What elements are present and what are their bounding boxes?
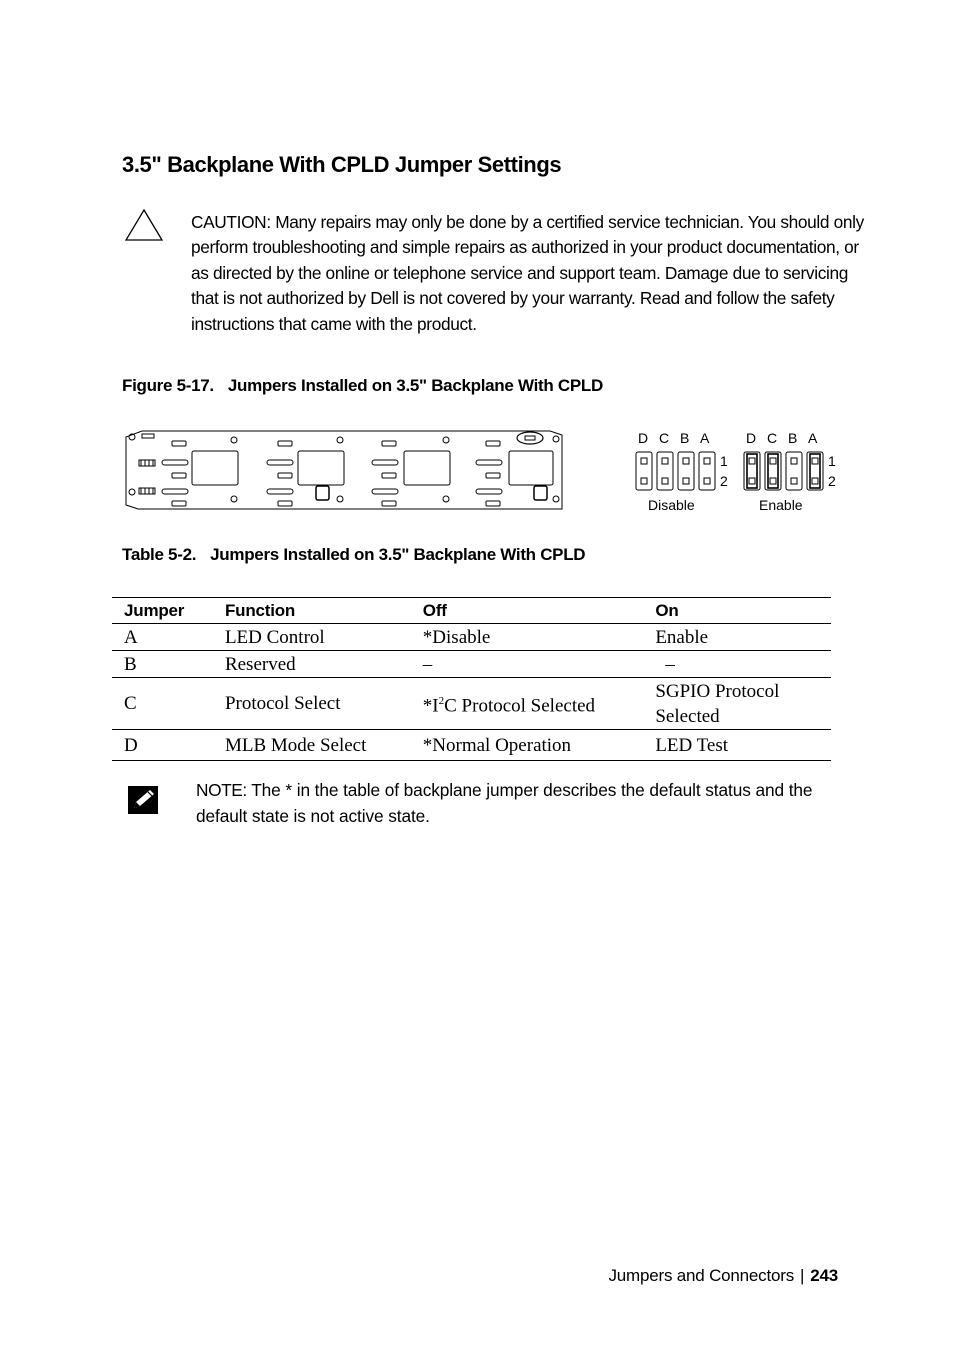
cell-off-suffix: C Protocol Selected <box>444 695 596 717</box>
cell-on: Enable <box>643 624 831 651</box>
header-off: Off <box>411 598 644 624</box>
header-jumper: Jumper <box>112 598 213 624</box>
note-body: The * in the table of backplane jumper describes the default status and the default state is not active state. <box>196 780 813 826</box>
cell-jumper: B <box>112 651 213 678</box>
enable-letter-b: B <box>788 430 798 446</box>
figure-label: Figure 5-17. <box>122 376 214 395</box>
cell-function: Reserved <box>213 651 411 678</box>
header-on: On <box>643 598 831 624</box>
page-footer <box>608 1266 838 1286</box>
figure-caption <box>122 376 603 396</box>
cell-off <box>411 678 644 730</box>
enable-letter-a: A <box>808 430 818 446</box>
cell-on: SGPIO Protocol Selected <box>643 678 831 730</box>
cell-off: – <box>411 651 644 678</box>
disable-pin-2: 2 <box>720 473 728 489</box>
enable-letter-c: C <box>767 430 778 446</box>
cell-on: – <box>643 651 831 678</box>
disable-letter-c: C <box>659 430 670 446</box>
footer-section: Jumpers and Connectors <box>608 1266 795 1285</box>
jumper-settings-diagram <box>628 426 844 518</box>
enable-letter-d: D <box>746 430 757 446</box>
cell-off: *Disable <box>411 624 644 651</box>
table-row <box>112 624 831 651</box>
disable-pin-1: 1 <box>720 453 728 469</box>
note-pencil-icon <box>128 784 158 816</box>
footer-separator: | <box>800 1266 805 1285</box>
enable-label: Enable <box>759 497 803 513</box>
section-title: 3.5" Backplane With CPLD Jumper Settings <box>122 152 562 177</box>
table-row <box>112 651 831 678</box>
disable-letter-d: D <box>638 430 649 446</box>
table-header-row <box>112 598 831 624</box>
table-row <box>112 730 831 761</box>
table-caption <box>122 545 585 565</box>
cell-jumper: A <box>112 624 213 651</box>
cell-jumper: C <box>112 678 213 730</box>
jumper-table <box>112 597 831 761</box>
table-row <box>112 678 831 730</box>
disable-letter-a: A <box>700 430 710 446</box>
disable-label: Disable <box>648 497 695 513</box>
cell-off-superscript: 2 <box>438 694 445 707</box>
cell-function: LED Control <box>213 624 411 651</box>
disable-letter-b: B <box>680 430 690 446</box>
caution-triangle-icon <box>124 208 164 242</box>
cell-jumper: D <box>112 730 213 761</box>
page-number: 243 <box>810 1266 838 1285</box>
cell-function: MLB Mode Select <box>213 730 411 761</box>
table-label: Table 5-2. <box>122 545 197 564</box>
figure-title: Jumpers Installed on 3.5" Backplane With CPLD <box>227 376 603 395</box>
note-label: NOTE: <box>196 780 247 800</box>
cell-off-prefix: *I <box>422 695 439 717</box>
note-text <box>196 777 836 829</box>
cell-off: *Normal Operation <box>411 730 644 761</box>
header-function: Function <box>213 598 411 624</box>
cell-function: Protocol Select <box>213 678 411 730</box>
backplane-diagram <box>124 427 564 513</box>
enable-pin-1: 1 <box>828 453 836 469</box>
enable-pin-2: 2 <box>828 473 836 489</box>
cell-on: LED Test <box>643 730 831 761</box>
caution-text: CAUTION: Many repairs may only be done by a certified service technician. You should only perform troubleshooting and simple repairs as authorized in your product documentation, or as directed by the online or telephone service and support team. Damage due to servicing that is not authorized by Dell is not covered by your warranty. Read and follow the safety instructions that came with the product. <box>191 212 864 334</box>
table-title: Jumpers Installed on 3.5" Backplane With CPLD <box>210 545 586 564</box>
